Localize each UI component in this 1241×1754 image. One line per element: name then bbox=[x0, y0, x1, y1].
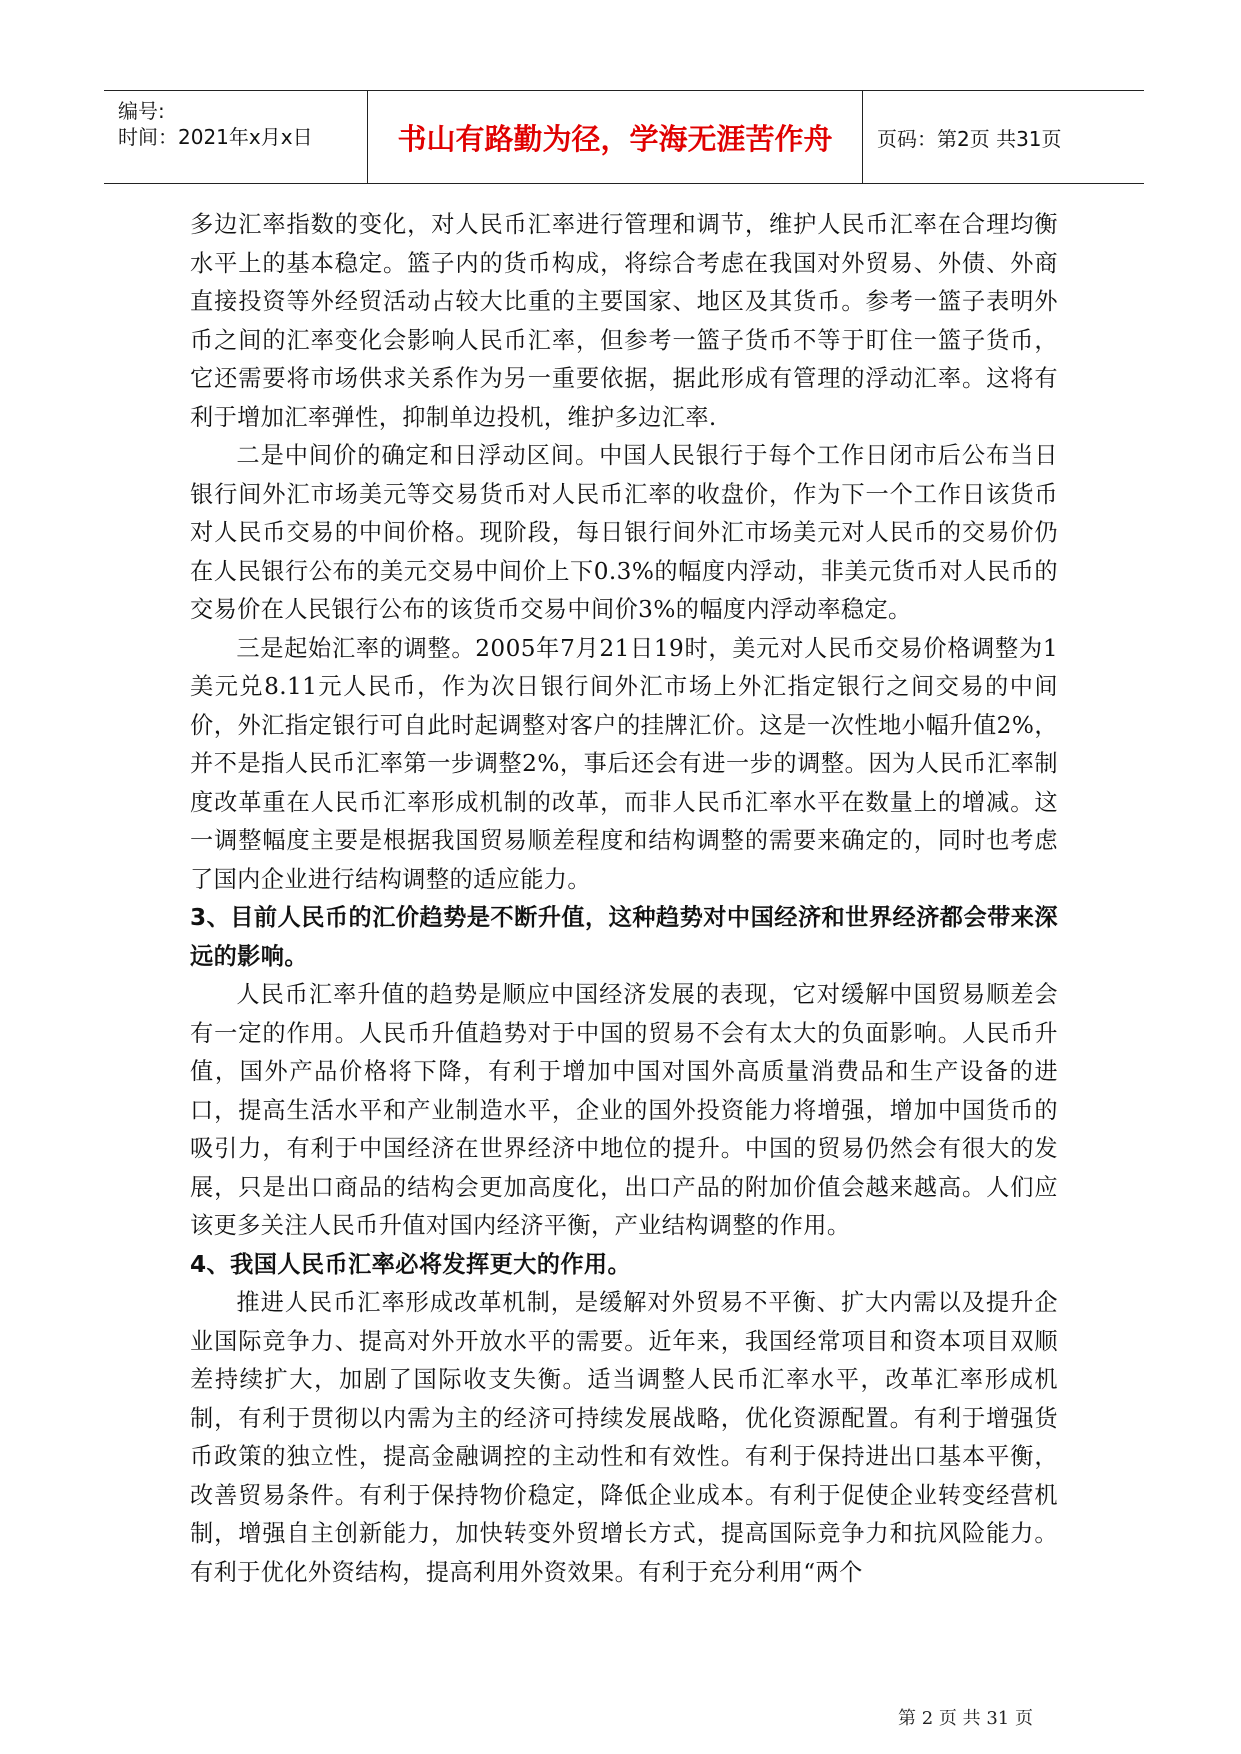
paragraph-1: 多边汇率指数的变化，对人民币汇率进行管理和调节，维护人民币汇率在合理均衡水平上的基本稳定。篮子内的货币构成，将综合考虑在我国对外贸易、外债、外商直接投资等外经贸活动占较大比重的主要国家、地区及其货币。参考一篮子表明外币之间的汇率变化会影响人民币汇率，但参考一篮子货币不等于盯住一篮子货币，它还需要将市场供求关系作为另一重要依据，据此形成有管理的浮动汇率。这将有利于增加汇率弹性，抑制单边投机，维护多边汇率. bbox=[190, 211, 1058, 431]
number-label: 编号: bbox=[118, 99, 165, 123]
document-body bbox=[190, 206, 1058, 1592]
paragraph-5: 推进人民币汇率形成改革机制，是缓解对外贸易不平衡、扩大内需以及提升企业国际竞争力、提高对外开放水平的需要。近年来，我国经常项目和资本项目双顺差持续扩大，加剧了国际收支失衡。适当调整人民币汇率水平，改革汇率形成机制，有利于贯彻以内需为主的经济可持续发展战略，优化资源配置。有利于增强货币政策的独立性，提高金融调控的主动性和有效性。有利于保持进出口基本平衡，改善贸易条件。有利于保持物价稳定，降低企业成本。有利于促使企业转变经营机制，增强自主创新能力，加快转变外贸增长方式，提高国际竞争力和抗风险能力。有利于优化外资结构，提高利用外资效果。有利于充分利用“两个 bbox=[190, 1289, 1058, 1586]
paragraph-2: 二是中间价的确定和日浮动区间。中国人民银行于每个工作日闭市后公布当日银行间外汇市场美元等交易货币对人民币汇率的收盘价，作为下一个工作日该货币对人民币交易的中间价格。现阶段，每日银行间外汇市场美元对人民币的交易价仍在人民银行公布的美元交易中间价上下0.3%的幅度内浮动，非美元货币对人民币的交易价在人民银行公布的该货币交易中间价3%的幅度内浮动率稳定。 bbox=[190, 442, 1058, 623]
paragraph-4: 人民币汇率升值的趋势是顺应中国经济发展的表现，它对缓解中国贸易顺差会有一定的作用。人民币升值趋势对于中国的贸易不会有太大的负面影响。人民币升值，国外产品价格将下降，有利于增加中国对国外高质量消费品和生产设备的进口，提高生活水平和产业制造水平，企业的国外投资能力将增强，增加中国货币的吸引力，有利于中国经济在世界经济中地位的提升。中国的贸易仍然会有很大的发展，只是出口商品的结构会更加高度化，出口产品的附加价值会越来越高。人们应该更多关注人民币升值对国内经济平衡，产业结构调整的作用。 bbox=[190, 981, 1058, 1239]
header-motto: 书山有路勤为径，学海无涯苦作舟 bbox=[368, 91, 863, 183]
section-heading-4: 4、我国人民币汇率必将发挥更大的作用。 bbox=[190, 1250, 632, 1278]
section-heading-3: 3、目前人民币的汇价趋势是不断升值，这种趋势对中国经济和世界经济都会带来深远的影响。 bbox=[190, 904, 1058, 970]
time-label: 时间：2021年x月x日 bbox=[118, 125, 313, 149]
page-number-label: 页码：第2页 共31页 bbox=[877, 126, 1062, 151]
page-header bbox=[104, 90, 1144, 184]
page-footer: 第 2 页 共 31 页 bbox=[898, 1708, 1033, 1729]
header-meta-cell bbox=[104, 91, 368, 183]
paragraph-3: 三是起始汇率的调整。2005年7月21日19时，美元对人民币交易价格调整为1美元兑8.11元人民币，作为次日银行间外汇市场上外汇指定银行之间交易的中间价，外汇指定银行可自此时起调整对客户的挂牌汇价。这是一次性地小幅升值2%，并不是指人民币汇率第一步调整2%，事后还会有进一步的调整。因为人民币汇率制度改革重在人民币汇率形成机制的改革，而非人民币汇率水平在数量上的增减。这一调整幅度主要是根据我国贸易顺差程度和结构调整的需要来确定的，同时也考虑了国内企业进行结构调整的适应能力。 bbox=[190, 634, 1058, 893]
